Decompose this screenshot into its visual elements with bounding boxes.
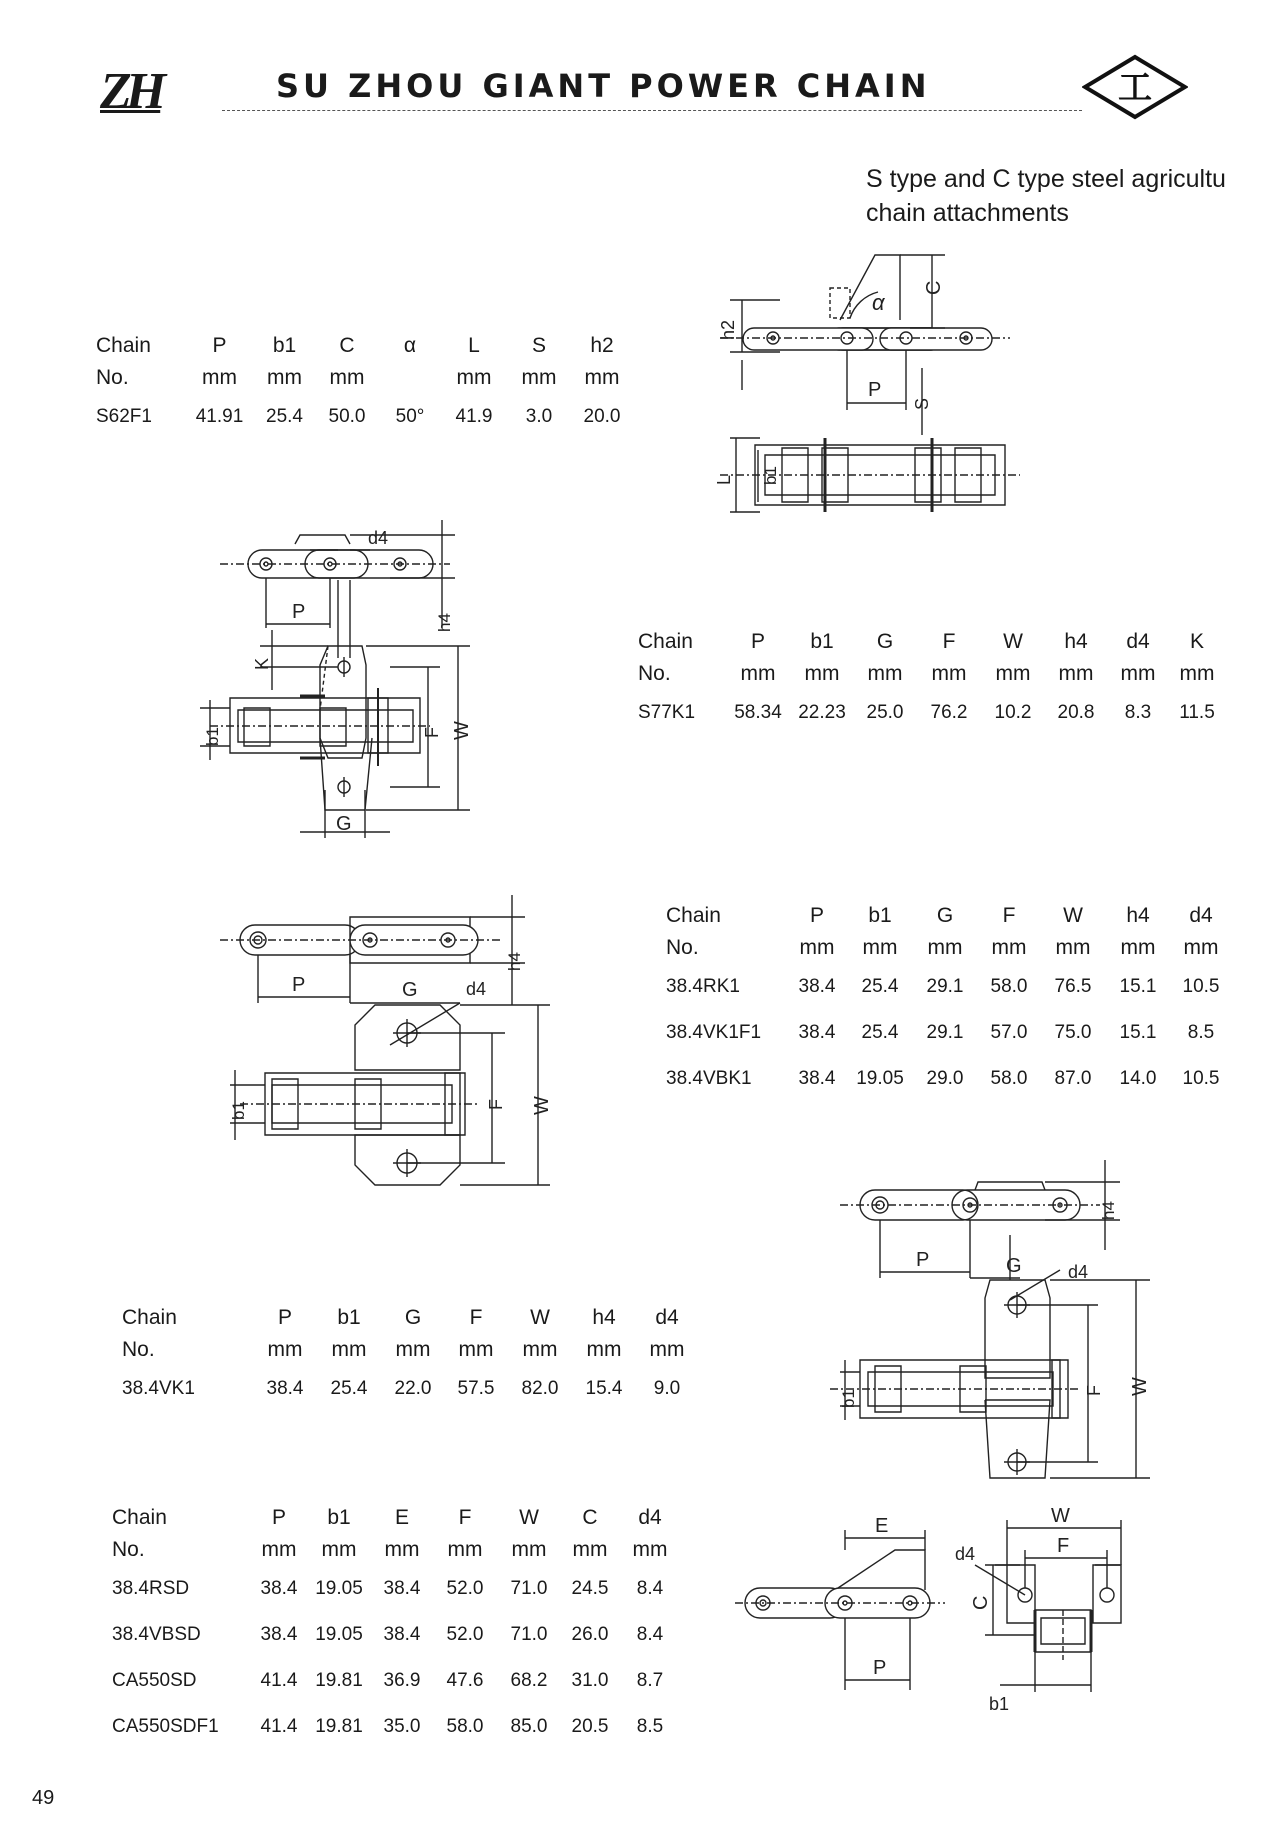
column-unit: mm — [202, 366, 237, 389]
column-unit: mm — [456, 366, 492, 389]
label-P-rk: P — [292, 974, 306, 996]
column-header: P — [277, 1306, 292, 1329]
column-header: K — [1189, 630, 1204, 653]
value-cell: 38.4 — [798, 1022, 836, 1043]
value-cell: 8.4 — [636, 1624, 664, 1645]
value-cell: 35.0 — [383, 1716, 421, 1737]
label-L: L — [714, 474, 734, 485]
value-cell: 52.0 — [446, 1578, 484, 1599]
column-header: W — [1003, 630, 1023, 653]
label-P-sd: P — [873, 1657, 887, 1679]
value-cell: 3.0 — [525, 406, 553, 427]
table-row — [96, 394, 632, 440]
label-F-vk: F — [1084, 1385, 1104, 1396]
brand-title: SU ZHOU GIANT POWER CHAIN — [276, 67, 931, 105]
chain-number-cell: S77K1 — [638, 702, 696, 723]
column-unit: mm — [261, 1538, 297, 1561]
spec-table-sd — [112, 1502, 680, 1750]
unit-row — [112, 1534, 680, 1566]
table-row — [666, 1010, 1232, 1056]
value-cell: 41.4 — [260, 1670, 298, 1691]
label-S: S — [912, 397, 932, 410]
column-header: d4 — [655, 1306, 679, 1329]
label-d4-vk: d4 — [1068, 1262, 1089, 1282]
value-cell: 57.0 — [990, 1022, 1028, 1043]
value-cell: 19.05 — [315, 1624, 363, 1645]
column-header: Chain — [122, 1306, 177, 1329]
column-unit: mm — [521, 366, 557, 389]
column-header: F — [1002, 904, 1016, 927]
value-cell: 8.3 — [1124, 702, 1152, 723]
unit-row — [122, 1334, 696, 1366]
column-header: b1 — [272, 334, 297, 357]
column-unit: mm — [1055, 936, 1091, 959]
column-header: h4 — [1126, 904, 1150, 927]
column-unit: mm — [321, 1538, 357, 1561]
label-F-rk: F — [486, 1099, 506, 1110]
column-header: h2 — [590, 334, 614, 357]
value-cell: 22.0 — [394, 1378, 432, 1399]
label-C: C — [923, 280, 945, 295]
chain-number-cell: CA550SD — [112, 1670, 197, 1691]
value-cell: 22.23 — [798, 702, 846, 723]
column-unit: mm — [1120, 662, 1156, 685]
spec-table-rk — [666, 900, 1232, 1102]
chain-number-cell: 38.4VBSD — [112, 1624, 201, 1645]
value-cell: 20.0 — [583, 406, 621, 427]
value-cell: 19.81 — [315, 1670, 363, 1691]
column-header: F — [458, 1506, 472, 1529]
value-cell: 26.0 — [571, 1624, 609, 1645]
label-C-sd: C — [970, 1595, 992, 1610]
value-cell: 29.1 — [926, 1022, 964, 1043]
column-unit: mm — [1120, 936, 1156, 959]
value-cell: 38.4 — [260, 1578, 298, 1599]
column-unit: mm — [458, 1338, 494, 1361]
column-header: Chain — [638, 630, 693, 653]
label-b1-s62: b1 — [761, 466, 780, 485]
label-K: K — [252, 657, 272, 670]
column-header: F — [469, 1306, 483, 1329]
value-cell: 8.5 — [1187, 1022, 1215, 1043]
column-header: G — [936, 904, 954, 927]
column-unit: mm — [395, 1338, 431, 1361]
column-unit: mm — [632, 1538, 668, 1561]
column-unit: mm — [1183, 936, 1219, 959]
spec-table-s77 — [638, 626, 1226, 736]
column-unit: mm — [572, 1538, 608, 1561]
column-header: Chain — [112, 1506, 167, 1529]
label-P-vk: P — [916, 1249, 930, 1271]
column-header: W — [1063, 904, 1083, 927]
label-W-rk: W — [531, 1096, 553, 1115]
label-F-s77: F — [422, 727, 442, 738]
value-cell: 19.05 — [856, 1068, 904, 1089]
label-G-vk: G — [1006, 1255, 1022, 1277]
value-cell: 75.0 — [1054, 1022, 1092, 1043]
chain-number-cell: 38.4VK1F1 — [666, 1022, 762, 1043]
chain-number-cell: 38.4RK1 — [666, 976, 740, 997]
column-header: b1 — [337, 1306, 361, 1329]
label-h4-s77: h4 — [435, 613, 454, 632]
value-cell: 50.0 — [328, 406, 366, 427]
label-b1-vk: b1 — [839, 1389, 858, 1408]
column-header: d4 — [1189, 904, 1213, 927]
column-unit: mm — [586, 1338, 622, 1361]
column-unit: mm — [804, 662, 840, 685]
column-unit: mm — [649, 1338, 685, 1361]
label-d4-s77: d4 — [368, 528, 389, 548]
value-cell: 38.4 — [798, 1068, 836, 1089]
table-row — [112, 1566, 680, 1612]
value-cell: 29.0 — [926, 1068, 964, 1089]
value-cell: 38.4 — [798, 976, 836, 997]
spec-table-s62 — [96, 330, 632, 440]
label-P-s62: P — [868, 379, 882, 401]
column-unit: No. — [638, 662, 671, 685]
column-unit: mm — [447, 1538, 483, 1561]
value-cell: 11.5 — [1179, 702, 1215, 723]
value-cell: 10.5 — [1182, 1068, 1220, 1089]
value-cell: 14.0 — [1119, 1068, 1157, 1089]
label-G-rk: G — [402, 979, 418, 1001]
chain-number-cell: S62F1 — [96, 406, 152, 427]
label-P-s77: P — [292, 601, 306, 623]
table-row — [638, 690, 1226, 736]
value-cell: 85.0 — [510, 1716, 548, 1737]
value-cell: 71.0 — [510, 1624, 548, 1645]
column-unit: mm — [329, 366, 365, 389]
label-F-sd: F — [1057, 1535, 1070, 1557]
value-cell: 15.1 — [1119, 976, 1157, 997]
value-cell: 58.0 — [990, 1068, 1028, 1089]
value-cell: 52.0 — [446, 1624, 484, 1645]
value-cell: 24.5 — [571, 1578, 609, 1599]
value-cell: 20.5 — [571, 1716, 609, 1737]
column-header: C — [582, 1506, 598, 1529]
column-header: b1 — [868, 904, 892, 927]
column-unit: No. — [122, 1338, 155, 1361]
value-cell: 47.6 — [446, 1670, 484, 1691]
drawing-s77k1 — [200, 520, 540, 850]
column-header: d4 — [1126, 630, 1150, 653]
value-cell: 9.0 — [653, 1378, 681, 1399]
table-row — [112, 1658, 680, 1704]
table-row — [666, 964, 1232, 1010]
table-row — [112, 1612, 680, 1658]
column-header: W — [530, 1306, 550, 1329]
value-cell: 8.4 — [636, 1578, 664, 1599]
spec-table-vk — [122, 1302, 696, 1412]
column-header: C — [339, 334, 355, 357]
value-cell: 38.4 — [383, 1578, 421, 1599]
column-header: α — [403, 334, 417, 357]
column-unit: mm — [522, 1338, 558, 1361]
value-cell: 25.0 — [866, 702, 904, 723]
label-W-sd: W — [1051, 1505, 1070, 1527]
value-cell: 29.1 — [926, 976, 964, 997]
column-header: h4 — [592, 1306, 616, 1329]
column-header: b1 — [810, 630, 834, 653]
table-row — [112, 1704, 680, 1750]
column-unit: mm — [267, 366, 302, 389]
column-unit — [378, 362, 442, 394]
value-cell: 38.4 — [266, 1378, 304, 1399]
column-header: E — [394, 1506, 409, 1529]
label-b1-s77: b1 — [203, 727, 222, 746]
column-unit: mm — [995, 662, 1031, 685]
header-row — [638, 626, 1226, 658]
column-unit: mm — [1179, 662, 1215, 685]
chain-number-cell: 38.4RSD — [112, 1578, 190, 1599]
chain-number-cell: CA550SDF1 — [112, 1716, 219, 1737]
column-unit: mm — [511, 1538, 547, 1561]
label-d4-sd: d4 — [955, 1544, 976, 1564]
label-W-s77: W — [451, 721, 473, 740]
column-header: G — [404, 1306, 422, 1329]
value-cell: 50° — [395, 406, 425, 427]
value-cell: 38.4 — [260, 1624, 298, 1645]
value-cell: 19.05 — [315, 1578, 363, 1599]
header-row — [112, 1502, 680, 1534]
value-cell: 58.0 — [990, 976, 1028, 997]
header-row — [96, 330, 632, 362]
column-unit: mm — [799, 936, 835, 959]
header-dashed-rule — [222, 110, 1082, 111]
value-cell: 15.1 — [1119, 1022, 1157, 1043]
value-cell: 31.0 — [571, 1670, 609, 1691]
column-header: S — [531, 334, 546, 357]
table-row — [122, 1366, 696, 1412]
label-b1-sd: b1 — [989, 1694, 1010, 1714]
company-logo-mark: ZH — [100, 63, 161, 120]
label-d4-rk: d4 — [466, 979, 487, 999]
column-unit: mm — [1058, 662, 1094, 685]
drawing-s62f1 — [700, 240, 1120, 540]
value-cell: 25.4 — [330, 1378, 368, 1399]
table-row — [666, 1056, 1232, 1102]
value-cell: 8.5 — [636, 1716, 664, 1737]
column-header: G — [876, 630, 894, 653]
value-cell: 58.0 — [446, 1716, 484, 1737]
label-b1-rk: b1 — [229, 1101, 248, 1120]
value-cell: 76.5 — [1054, 976, 1092, 997]
value-cell: 10.2 — [994, 702, 1032, 723]
column-header: P — [271, 1506, 286, 1529]
column-header: Chain — [666, 904, 721, 927]
column-unit: mm — [927, 936, 963, 959]
column-unit: mm — [267, 1338, 303, 1361]
value-cell: 68.2 — [510, 1670, 548, 1691]
column-unit: No. — [112, 1538, 145, 1561]
column-unit: No. — [96, 366, 129, 389]
page-number: 49 — [32, 1787, 55, 1809]
column-header: P — [750, 630, 765, 653]
value-cell: 25.4 — [861, 1022, 899, 1043]
value-cell: 20.8 — [1057, 702, 1095, 723]
column-unit: No. — [666, 936, 699, 959]
value-cell: 25.4 — [861, 976, 899, 997]
header-row — [122, 1302, 696, 1334]
column-header: P — [212, 334, 227, 357]
value-cell: 58.34 — [734, 702, 782, 723]
page-subtitle: S type and C type steel agricultu chain attachments — [866, 165, 1226, 227]
value-cell: 36.9 — [383, 1670, 421, 1691]
column-header: b1 — [327, 1506, 351, 1529]
drawing-sd — [735, 1500, 1155, 1730]
column-unit: mm — [862, 936, 898, 959]
value-cell: 41.4 — [260, 1716, 298, 1737]
column-header: W — [519, 1506, 539, 1529]
column-unit: mm — [331, 1338, 367, 1361]
column-header: d4 — [638, 1506, 662, 1529]
column-header: Chain — [96, 334, 151, 357]
column-unit: mm — [991, 936, 1027, 959]
label-h4-vk: h4 — [1099, 1201, 1118, 1220]
label-W-vk: W — [1129, 1377, 1151, 1396]
value-cell: 41.91 — [195, 406, 244, 427]
diamond-logo-icon — [1082, 54, 1188, 120]
label-h4-rk: h4 — [505, 952, 524, 971]
column-unit: mm — [931, 662, 967, 685]
value-cell: 57.5 — [457, 1378, 495, 1399]
value-cell: 19.81 — [315, 1716, 363, 1737]
header-row — [666, 900, 1232, 932]
value-cell: 25.4 — [266, 406, 303, 427]
value-cell: 41.9 — [455, 406, 493, 427]
label-alpha: α — [872, 290, 885, 315]
drawing-vk1 — [820, 1160, 1160, 1500]
column-unit: mm — [867, 662, 903, 685]
label-E: E — [875, 1515, 889, 1537]
column-header: L — [468, 334, 480, 357]
column-unit: mm — [584, 366, 620, 389]
value-cell: 15.4 — [585, 1378, 623, 1399]
value-cell: 82.0 — [521, 1378, 559, 1399]
value-cell: 71.0 — [510, 1578, 548, 1599]
value-cell: 38.4 — [383, 1624, 421, 1645]
column-unit: mm — [384, 1538, 420, 1561]
value-cell: 10.5 — [1182, 976, 1220, 997]
unit-row — [666, 932, 1232, 964]
chain-number-cell: 38.4VBK1 — [666, 1068, 752, 1089]
column-header: h4 — [1064, 630, 1088, 653]
diamond-logo-glyph: 工 — [1118, 68, 1152, 108]
label-G-s77: G — [336, 813, 352, 835]
value-cell: 8.7 — [636, 1670, 664, 1691]
label-h2: h2 — [718, 319, 738, 340]
column-header: F — [942, 630, 956, 653]
column-unit: mm — [740, 662, 776, 685]
value-cell: 76.2 — [930, 702, 968, 723]
column-header: P — [809, 904, 824, 927]
chain-number-cell: 38.4VK1 — [122, 1378, 195, 1399]
value-cell: 87.0 — [1054, 1068, 1092, 1089]
unit-row — [638, 658, 1226, 690]
drawing-rk1 — [220, 895, 560, 1185]
unit-row — [96, 362, 632, 394]
